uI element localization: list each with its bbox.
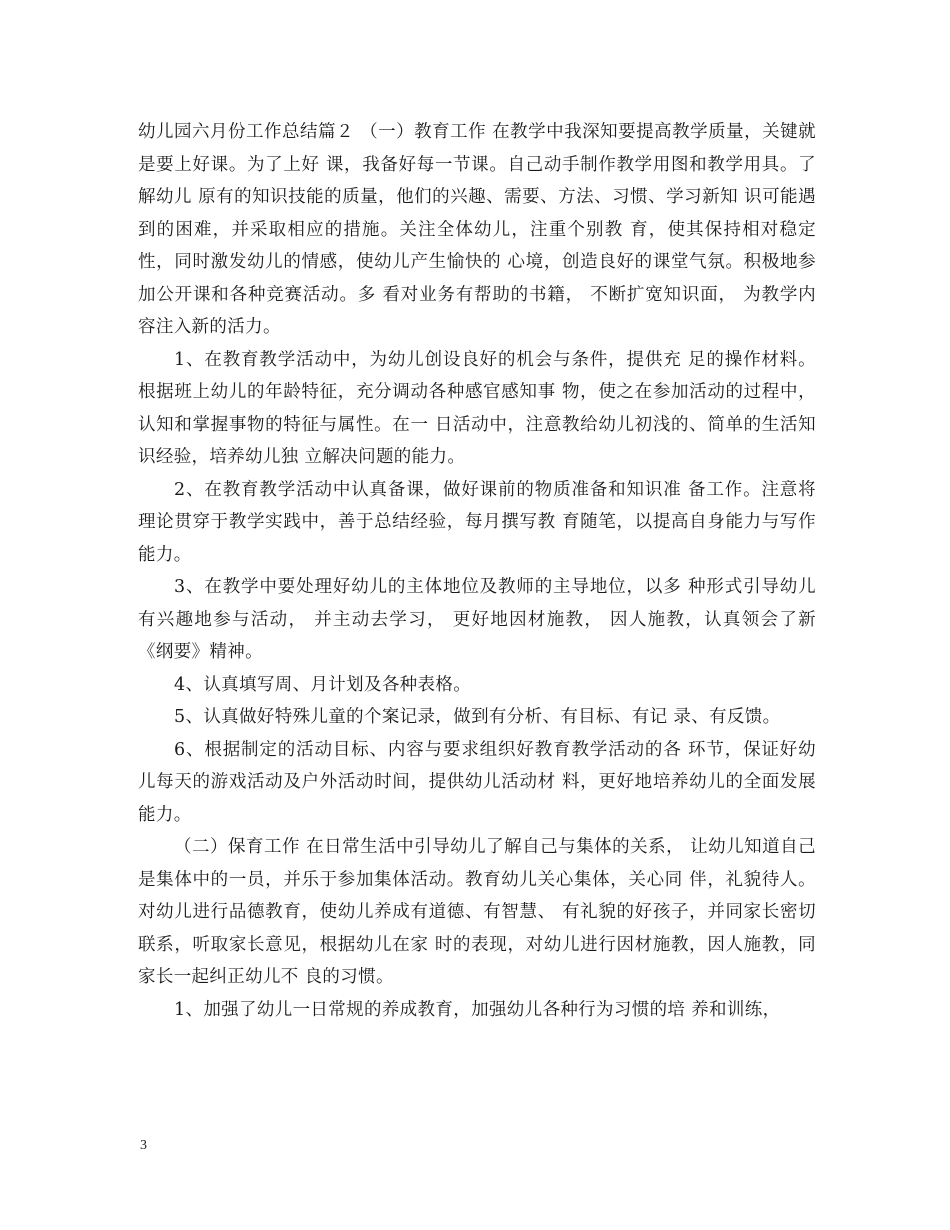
- document-body: [138, 116, 816, 1026]
- paragraph-education-item-5: 5、认真做好特殊儿童的个案记录，做到有分析、有目标、有记 录、有反馈。: [174, 707, 781, 727]
- paragraph-intro: 幼儿园六月份工作总结篇２ （一）教育工作 在教学中我深知要提高教学质量，关键就是要上好课。为了上好 课，我备好每一节课。自己动手制作教学用图和教学用具。了解幼儿 原有的知识技能的质量，他们的兴趣、需要、方法、习惯、学习新知 识可能遇到的困难，并采取相应的措施。关注全体幼儿，注重个别教 育，使其保持相对稳定性，同时激发幼儿的情感，使幼儿产生愉快的 心境，创造良好的课堂气氛。积极地参加公开课和各种竞赛活动。多 看对业务有帮助的书籍， 不断扩宽知识面， 为教学内容注入新的活力。: [138, 122, 816, 337]
- paragraph-education-item-2: 2、在教育教学活动中认真备课，做好课前的物质准备和知识准 备工作。注意将理论贯穿于教学实践中，善于总结经验，每月撰写教 育随笔，以提高自身能力与写作能力。: [138, 479, 816, 565]
- paragraph-education-item-6: 6、根据制定的活动目标、内容与要求组织好教育教学活动的各 环节，保证好幼儿每天的游戏活动及户外活动时间，提供幼儿活动材 料，更好地培养幼儿的全面发展能力。: [138, 739, 816, 825]
- paragraph-education-item-1: 1、在教育教学活动中，为幼儿创设良好的机会与条件，提供充 足的操作材料。根据班上幼儿的年龄特征，充分调动各种感官感知事 物，使之在参加活动的过程中，认知和掌握事物的特征与属性。在一 日活动中，注意教给幼儿初浅的、简单的生活知识经验，培养幼儿独 立解决问题的能力。: [138, 349, 816, 467]
- paragraph-education-item-4: 4、认真填写周、月计划及各种表格。: [174, 674, 472, 695]
- paragraph-care-intro: （二）保育工作 在日常生活中引导幼儿了解自己与集体的关系， 让幼儿知道自己 是集体中的一员，并乐于参加集体活动。教育幼儿关心集体，关心同 伴，礼貌待人。对幼儿进行品德教育，使幼儿养成有道德、有智慧、 有礼貌的好孩子，并同家长密切联系，听取家长意见，根据幼儿在家 时的表现，对幼儿进行因材施教，因人施教，同家长一起纠正幼儿不 良的习惯。: [138, 837, 816, 987]
- page-number: 3: [140, 1138, 147, 1153]
- paragraph-care-item-1: 1、加强了幼儿一日常规的养成教育，加强幼儿各种行为习惯的培 养和训练，: [174, 999, 781, 1020]
- paragraph-education-item-3: 3、在教学中要处理好幼儿的主体地位及教师的主导地位，以多 种形式引导幼儿有兴趣地参与活动， 并主动去学习， 更好地因材施教， 因人施教，认真领会了新《纲要》精神。: [138, 577, 816, 662]
